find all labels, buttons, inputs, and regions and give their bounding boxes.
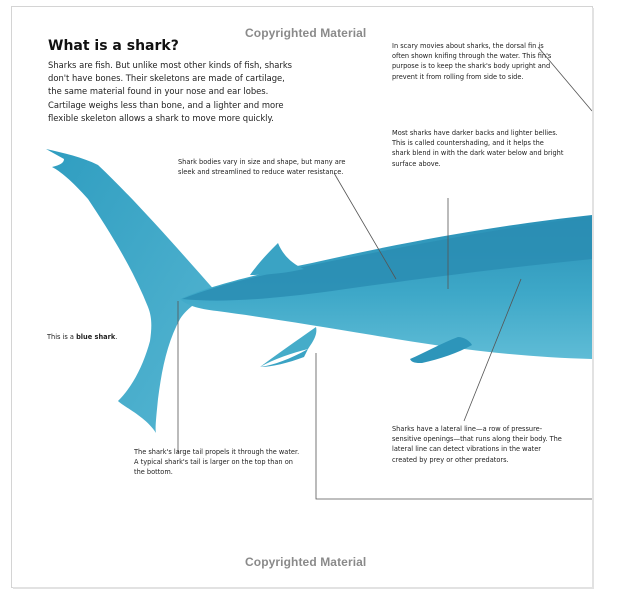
- book-page: [11, 6, 593, 588]
- species-prefix: This is a: [47, 333, 77, 341]
- copyright-watermark-bottom: Copyrighted Material: [245, 555, 367, 569]
- callout-lateral-line: Sharks have a lateral line—a row of pressure-sensitive openings—that runs along their body. The lateral line can detect vibrations in the water created by prey or other predators.: [392, 425, 562, 464]
- intro-paragraph: Sharks are fish. But unlike most other kinds of fish, sharks don't have bones. Their skeletons are made of cartilage, the same material found in your nose and ear lobes. Cartilage weighs less than bone, and a lighter and more flexible skeleton allows a shark to move more quickly.: [48, 60, 293, 123]
- callout-dorsal-fin: In scary movies about sharks, the dorsal fin is often shown knifing through the water. This fin's purpose is to keep the shark's body upright and prevent it from rolling from side to side.: [392, 42, 552, 81]
- shark-tail: [46, 149, 217, 433]
- callout-tail: The shark's large tail propels it through the water. A typical shark's tail is larger on the top than on the bottom.: [134, 448, 300, 477]
- page-shadow-right: [592, 8, 594, 587]
- callout-species: [47, 332, 167, 342]
- copyright-watermark-top: Copyrighted Material: [245, 26, 367, 40]
- page-shadow-bottom: [13, 587, 594, 589]
- species-name: blue shark: [76, 333, 116, 341]
- callout-body-shape: Shark bodies vary in size and shape, but many are sleek and streamlined to reduce water resistance.: [178, 158, 346, 177]
- callout-countershading: Most sharks have darker backs and lighter bellies. This is called countershading, and it helps the shark blend in with the dark water below and bright surface above.: [392, 129, 564, 168]
- page-title: What is a shark?: [48, 38, 179, 54]
- second-dorsal-fin: [250, 243, 304, 275]
- species-suffix: .: [115, 333, 118, 341]
